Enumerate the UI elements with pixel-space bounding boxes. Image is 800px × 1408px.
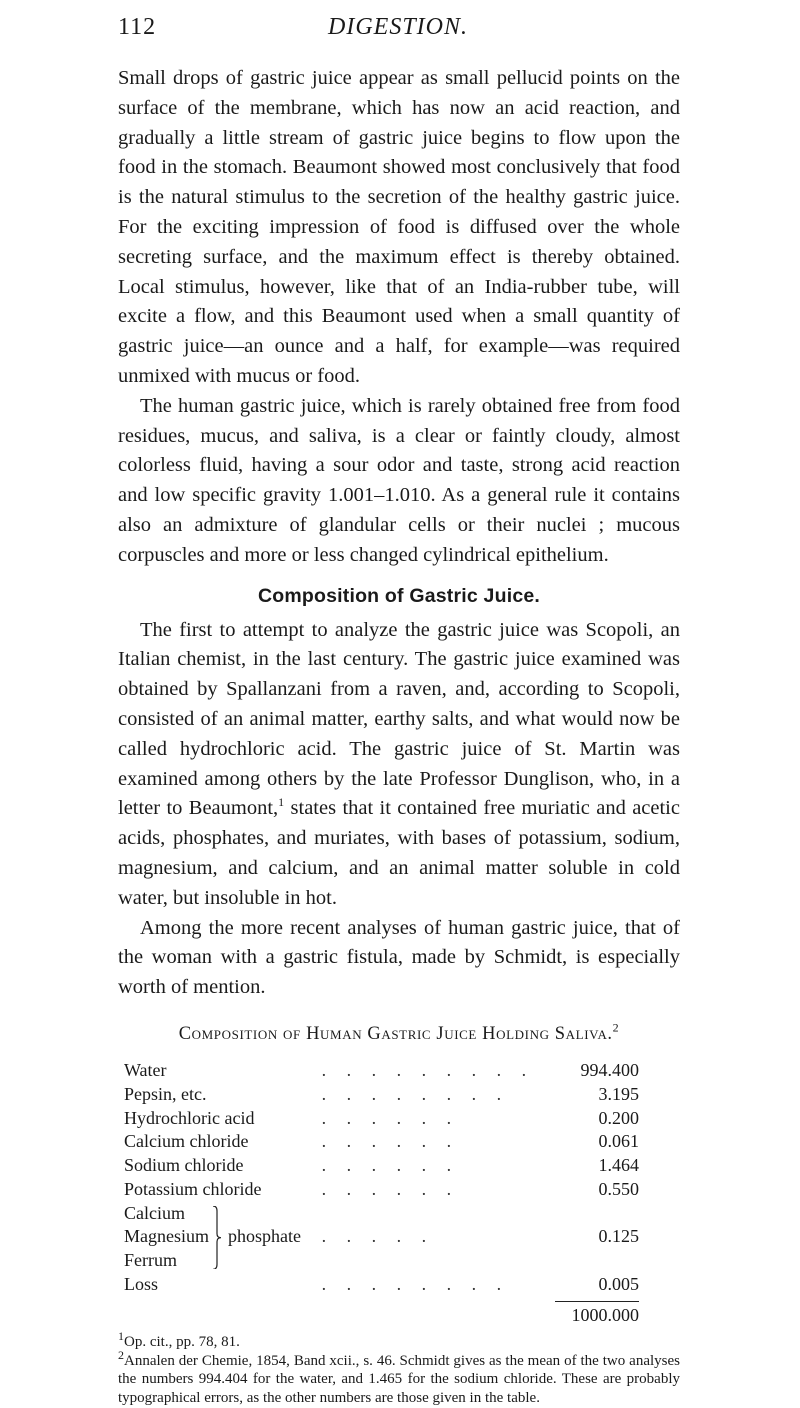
table-cell-value: 0.200 [598, 1107, 639, 1128]
composition-table [124, 1059, 639, 1297]
paragraph-beaumont: Small drops of gastric juice appear as small pellucid points on the surface of the membrane, which has now an acid reaction, and gradually a little stream of gastric juice begins to flow upon the food in the stomach. Beaumont showed most conclusively that food is the natural stimulus to the secretion of the healthy gastric juice. For the exciting impression of food is diffused over the whole secreting surface, and the maximum effect is thereby obtained. Local stimulus, however, like that of an India-rubber tube, will excite a flow, and this Beaumont used when a small quantity of gastric juice—an ounce and a half, for example—was required unmixed with mucus or food. [118, 67, 680, 387]
table-cell-name: Sodium chloride [124, 1155, 244, 1176]
page-body [118, 64, 680, 1408]
table-cell-value: 994.400 [580, 1059, 639, 1080]
brace-icon [212, 1206, 222, 1269]
table-row [124, 1130, 639, 1154]
table-cell-value: 0.005 [598, 1274, 639, 1295]
paragraph-scopoli-text-b: states that it contained free muriatic and acetic acids, phosphates, and muriates, with bases of potassium, sodium, magnesium, and calcium, and an animal matter soluble in cold water, but insoluble in hot. [118, 797, 680, 909]
table-row [124, 1059, 639, 1083]
footnote-1 [118, 1328, 680, 1352]
leader-dots: . . . . . . [321, 1131, 460, 1152]
footnote-ref-2: 2 [612, 1020, 620, 1035]
leader-dots: . . . . . [321, 1226, 435, 1247]
paragraph-human-gastric-juice: The human gastric juice, which is rarely obtained free from food residues, mucus, and saliva, is a clear or faintly cloudy, almost colorless fluid, having a sour odor and taste, strong acid reaction and low specific gravity 1.001–1.010. As a general rule it contains also an admixture of glandular cells or their nuclei ; mucous corpuscles and more or less changed cylindrical epithelium. [118, 394, 680, 566]
table-cell-name: Loss [124, 1274, 159, 1295]
page-number: 112 [118, 14, 157, 40]
leader-dots: . . . . . . . . [321, 1274, 510, 1295]
brace-path [213, 1206, 221, 1269]
table-cell-value: 0.550 [598, 1178, 639, 1199]
table-row-loss [124, 1273, 639, 1297]
table-row [124, 1178, 639, 1202]
paragraph-scopoli [118, 616, 680, 914]
table-row-calcium [124, 1202, 639, 1226]
table-cell-name: Pepsin, etc. [124, 1083, 207, 1104]
table-row-magnesium [124, 1225, 639, 1249]
table-cell-name: Hydrochloric acid [124, 1107, 255, 1128]
footnotes [118, 1328, 680, 1408]
footnote-text: Annalen der Chemie, 1854, Band xcii., s. 46. Schmidt gives as the mean of the two analyses the numbers 994.404 for the water, and 1.465 for the sodium chloride. These are probably typographical errors, as the other numbers are those given in the table. [118, 1352, 680, 1407]
table-row [124, 1154, 639, 1178]
table-cell-name: Calcium chloride [124, 1131, 249, 1152]
paragraph-scopoli-text-a: The first to attempt to analyze the gastric juice was Scopoli, an Italian chemist, in the last century. The gastric juice examined was obtained by Spallanzani from a raven, and, according to Scopoli, consisted of an animal matter, earthy salts, and what would now be called hydrochloric acid. The gastric juice of St. Martin was examined among others by the late Professor Dunglison, who, in a letter to Beaumont, [118, 618, 680, 820]
table-cell-value: 1.464 [598, 1155, 639, 1176]
section-heading: Composition of Gastric Juice. [257, 584, 541, 607]
table-row-ferrum [124, 1249, 639, 1273]
paragraph-schmidt: Among the more recent analyses of human gastric juice, that of the woman with a gastric fistula, made by Schmidt, is especially worth of mention. [118, 916, 680, 999]
table-cell-value: 3.195 [598, 1083, 639, 1104]
table-row [124, 1107, 639, 1131]
footnote-ref-1: 1 [278, 795, 285, 810]
leader-dots: . . . . . . [321, 1107, 460, 1128]
footnote-mark: 2 [118, 1347, 124, 1362]
footnote-text: Op. cit., pp. 78, 81. [124, 1333, 240, 1350]
page-header [118, 14, 678, 44]
table-cell-name: Magnesium [124, 1226, 209, 1247]
table-cell-value: 0.125 [598, 1226, 639, 1247]
footnote-2 [118, 1347, 680, 1408]
table-cell-name: Calcium [124, 1202, 185, 1223]
table-total-value: 1000.000 [571, 1304, 639, 1325]
footnote-mark: 1 [118, 1328, 124, 1343]
table-cell-value: 0.061 [598, 1131, 639, 1152]
total-rule [555, 1301, 639, 1302]
table-cell-name: Ferrum [124, 1250, 177, 1271]
leader-dots: . . . . . . . . . [321, 1059, 535, 1080]
leader-dots: . . . . . . [321, 1155, 460, 1176]
table-total [124, 1297, 639, 1331]
table-cell-name: Water [124, 1059, 167, 1080]
leader-dots: . . . . . . [321, 1178, 460, 1199]
leader-dots: . . . . . . . . [321, 1083, 510, 1104]
table-cell-name: Potassium chloride [124, 1178, 262, 1199]
phosphate-label: phosphate [228, 1226, 301, 1247]
table-title-text: Composition of Human Gastric Juice Holding Saliva. [178, 1023, 613, 1044]
running-title: DIGESTION. [328, 14, 468, 40]
table-row [124, 1083, 639, 1107]
table-title [118, 1020, 680, 1045]
